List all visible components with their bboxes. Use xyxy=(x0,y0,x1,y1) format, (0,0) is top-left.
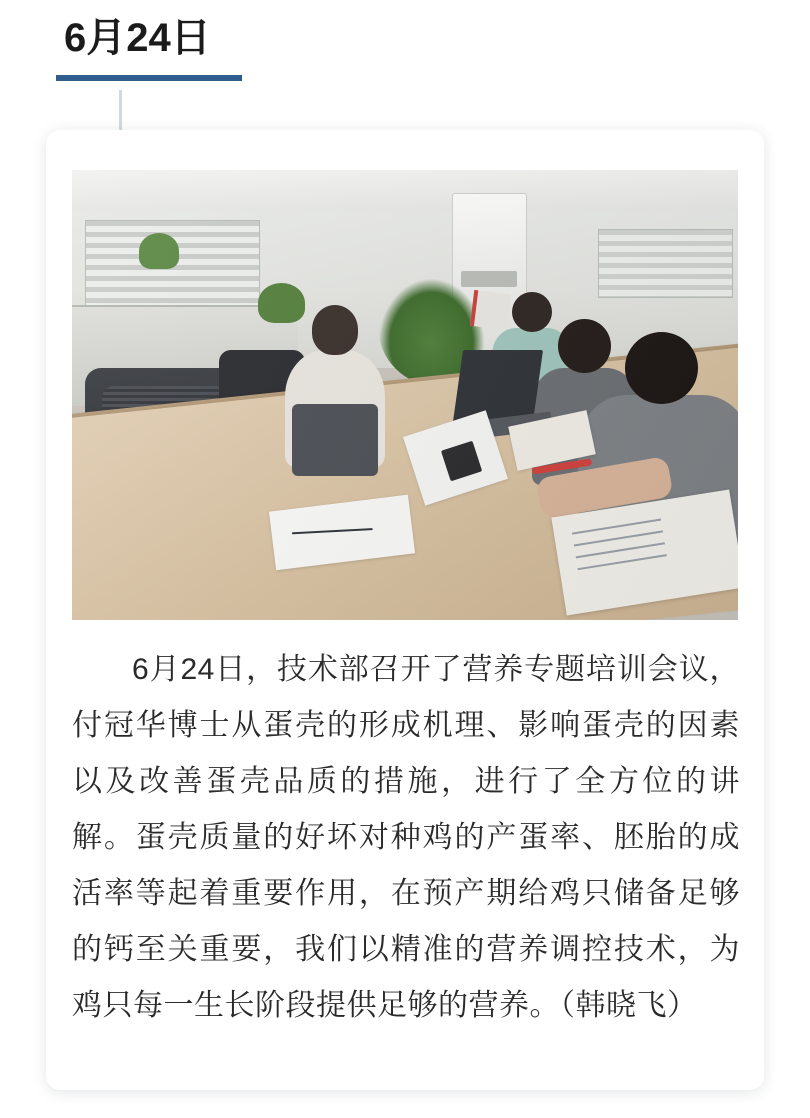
article-body: 6月24日，技术部召开了营养专题培训会议，付冠华博士从蛋壳的形成机理、影响蛋壳的因素以及改善蛋壳品质的措施，进行了全方位的讲解。蛋壳质量的好坏对种鸡的产蛋率、胚胎的成活率等起着重要作用，在预产期给鸡只储备足够的钙至关重要，我们以精准的营养调控技术，为鸡只每一生长阶段提供足够的营养。（韩晓飞） xyxy=(72,653,740,1022)
photo-window-right xyxy=(598,229,733,299)
meeting-photo-image xyxy=(72,170,738,620)
photo-person-3-head xyxy=(558,319,611,373)
article-card xyxy=(46,130,764,1090)
photo-handout xyxy=(470,289,511,329)
photo-ceiling xyxy=(72,170,738,211)
date-header xyxy=(54,10,244,81)
meeting-photo xyxy=(72,170,738,620)
photo-plant-small-mid xyxy=(258,283,305,324)
page-title: 6月24日 xyxy=(64,16,211,60)
photo-plant-small-left xyxy=(139,233,179,269)
photo-laptop-screen xyxy=(453,350,543,422)
photo-person-2-head xyxy=(512,292,552,333)
photo-person-4-head xyxy=(625,332,698,404)
title-underline xyxy=(56,75,242,81)
photo-person-1-head xyxy=(312,305,359,355)
photo-person-1-apron xyxy=(292,404,379,476)
